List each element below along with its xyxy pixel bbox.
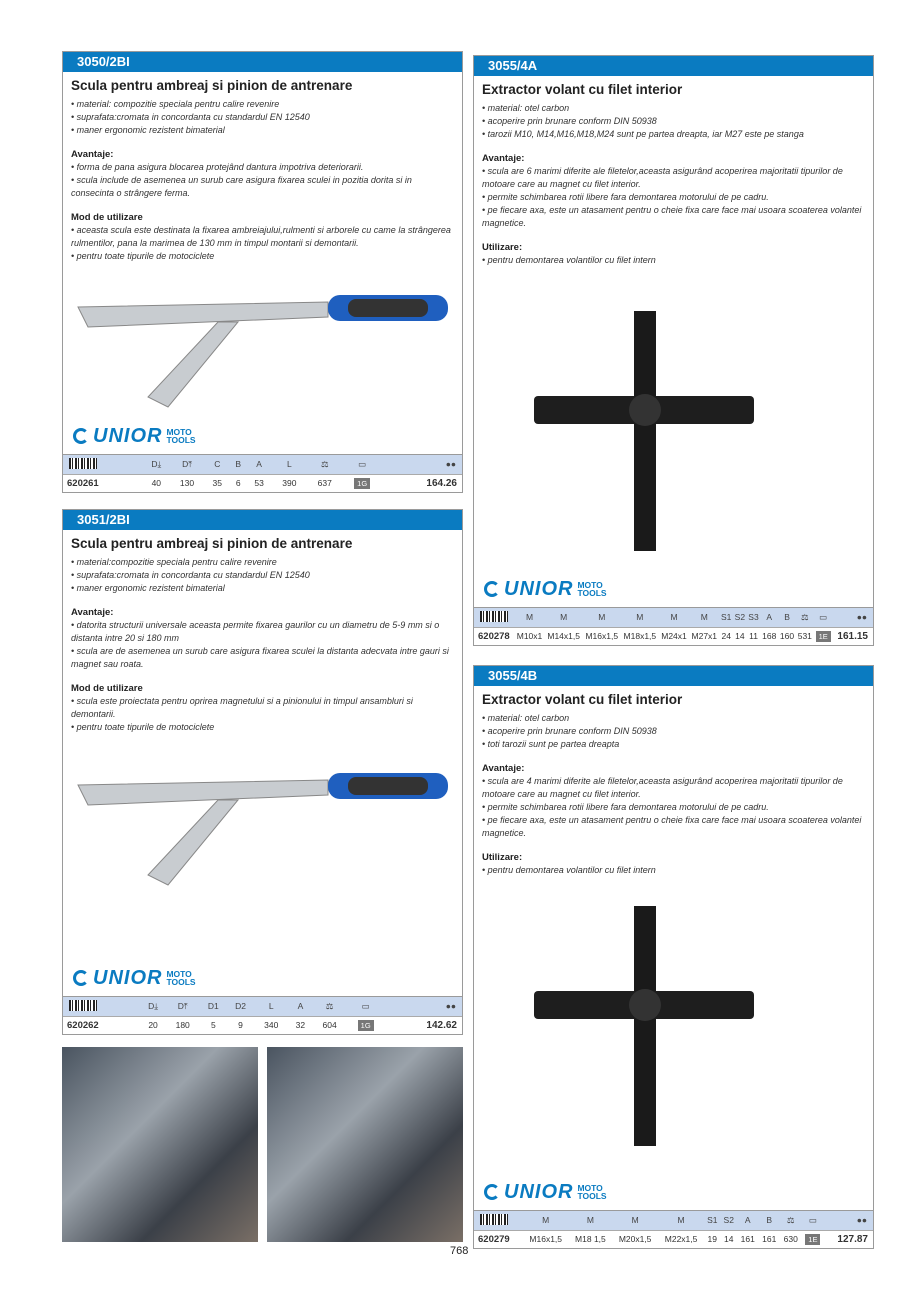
column-header: S1 (719, 607, 733, 627)
price: 142.62 (385, 1016, 462, 1034)
brand-subtitle (577, 581, 606, 597)
product-description (63, 530, 462, 996)
brand-name: UNIOR (93, 966, 163, 989)
barcode-icon (69, 1000, 97, 1011)
column-header: ▭ (342, 454, 381, 474)
unior-logo (73, 425, 196, 448)
product-code: 3055/4A (474, 56, 873, 76)
spec-value: 130 (169, 474, 204, 492)
feature-item: • maner ergonomic rezistent bimaterial (71, 125, 225, 135)
advantage-item: • scula include de asemenea un surub care asigura fixarea sculei in pozitia dorita si in consecinta o strângere ferma. (71, 175, 412, 198)
spec-value: 604 (313, 1016, 347, 1034)
unior-logo-icon (73, 970, 89, 986)
column-header: B (230, 454, 247, 474)
column-header: M (621, 607, 659, 627)
product-code: 3050/2BI (63, 52, 462, 72)
feature-item: • material: otel carbon (482, 713, 570, 723)
price: 164.26 (382, 474, 462, 492)
spec-value (342, 474, 381, 492)
table-row (63, 1016, 462, 1034)
product-panel (473, 55, 874, 646)
column-header: D⤓ (140, 996, 165, 1016)
spec-table (63, 454, 462, 493)
feature-item: • material: otel carbon (482, 103, 570, 113)
packaging-badge: 1G (354, 478, 370, 489)
spec-value (347, 1016, 385, 1034)
usage-item: • scula este proiectata pentru oprirea magnetului si a pinionului in timpul ansambluri si demontarii. (71, 696, 413, 719)
usage-item: • pentru demontarea volantilor cu filet intern (482, 865, 656, 875)
table-row (63, 474, 462, 492)
column-header: S2 (733, 607, 747, 627)
column-header (474, 607, 514, 627)
photo-tool-in-use-1 (62, 1047, 258, 1242)
advantages-heading: Avantaje: (482, 153, 525, 164)
product-image (68, 765, 453, 895)
column-header: ▭ (347, 996, 385, 1016)
product-panel (473, 665, 874, 1249)
advantage-item: • forma de pana asigura blocarea protejând dantura impotriva deteriorarii. (71, 162, 364, 172)
spec-header-row (63, 454, 462, 474)
spec-value: 340 (254, 1016, 288, 1034)
column-header: A (737, 1210, 759, 1230)
column-header: A (247, 454, 272, 474)
column-header: M (514, 607, 544, 627)
packaging-badge: 1E (816, 631, 831, 642)
product-code: 3055/4B (474, 666, 873, 686)
column-header: D⤒ (166, 996, 200, 1016)
brand-name: UNIOR (93, 424, 163, 447)
column-header: A (760, 607, 778, 627)
feature-item: • suprafata:cromata in concordanta cu standardul EN 12540 (71, 112, 310, 122)
feature-item: • toti tarozii sunt pe partea dreapta (482, 739, 620, 749)
brand-subtitle (166, 970, 195, 986)
spec-value: 14 (733, 627, 747, 645)
feature-item: • suprafata:cromata in concordanta cu standardul EN 12540 (71, 570, 310, 580)
spec-value: 35 (205, 474, 230, 492)
brand-sub2: TOOLS (577, 1191, 607, 1201)
unior-logo-icon (484, 1184, 500, 1200)
spec-value: 168 (760, 627, 778, 645)
spec-value: 630 (780, 1230, 802, 1248)
spec-value: M16x1,5 (523, 1230, 569, 1248)
product-image (68, 287, 453, 417)
advantage-item: • pe fiecare axa, este un atasament pentru o cheie fixa care face mai usoara scoaterea volantei magnetice. (482, 205, 862, 228)
photo-tool-in-use-2 (267, 1047, 463, 1242)
brand-subtitle (577, 1184, 606, 1200)
article-number: 620262 (63, 1016, 140, 1034)
column-header: A (288, 996, 312, 1016)
column-header: M (659, 607, 689, 627)
usage-heading: Mod de utilizare (71, 212, 143, 223)
column-header: S3 (747, 607, 761, 627)
advantages-heading: Avantaje: (482, 763, 525, 774)
usage-item: • pentru toate tipurile de motociclete (71, 251, 215, 261)
packaging-badge: 1G (358, 1020, 374, 1031)
spec-value: 160 (778, 627, 796, 645)
column-header: ⚖ (313, 996, 347, 1016)
product-panel (62, 509, 463, 1035)
spec-value: 40 (143, 474, 169, 492)
table-row (474, 627, 873, 645)
spec-value: 11 (747, 627, 761, 645)
price: 161.15 (833, 627, 873, 645)
spec-value: 161 (758, 1230, 780, 1248)
product-title: Scula pentru ambreaj si pinion de antrenare (71, 536, 353, 551)
spec-value: M16x1,5 (583, 627, 621, 645)
spec-header-row (474, 1210, 873, 1230)
product-title: Scula pentru ambreaj si pinion de antrenare (71, 78, 353, 93)
brand-sub1: MOTO (166, 427, 192, 437)
column-header (474, 1210, 523, 1230)
spec-value: M14x1,5 (545, 627, 583, 645)
tool-illustration (68, 765, 453, 895)
column-header: L (254, 996, 288, 1016)
brand-sub2: TOOLS (166, 435, 196, 445)
spec-value: 24 (719, 627, 733, 645)
product-image (524, 301, 754, 561)
spec-value: M10x1 (514, 627, 544, 645)
price-coins-icon: ●● (445, 1001, 456, 1011)
product-title: Extractor volant cu filet interior (482, 692, 683, 707)
page-number: 768 (450, 1245, 469, 1257)
brand-sub1: MOTO (577, 580, 603, 590)
unior-logo (484, 1181, 607, 1204)
product-description (63, 72, 462, 454)
price-coins-icon: ●● (856, 612, 867, 622)
column-header: D⤒ (169, 454, 204, 474)
spec-value: 5 (200, 1016, 227, 1034)
spec-value: 637 (307, 474, 342, 492)
spec-value: M24x1 (659, 627, 689, 645)
product-description (474, 76, 873, 607)
column-header: D2 (227, 996, 254, 1016)
unior-logo (484, 578, 607, 601)
feature-item: • material:compozitie speciala pentru calire revenire (71, 557, 277, 567)
column-header: ⚖ (796, 607, 814, 627)
article-number: 620279 (474, 1230, 523, 1248)
spec-value: 9 (227, 1016, 254, 1034)
brand-sub1: MOTO (166, 969, 192, 979)
brand-name: UNIOR (504, 577, 574, 600)
column-header: M (689, 607, 719, 627)
column-header (824, 1210, 873, 1230)
column-header: L (272, 454, 307, 474)
spec-value: M27x1 (689, 627, 719, 645)
spec-value: 6 (230, 474, 247, 492)
column-header: M (658, 1210, 704, 1230)
spec-value: M22x1,5 (658, 1230, 704, 1248)
column-header (382, 454, 462, 474)
spec-value (814, 627, 833, 645)
tool-illustration (524, 896, 754, 1156)
product-description (474, 686, 873, 1210)
brand-subtitle (166, 428, 195, 444)
unior-logo-icon (484, 581, 500, 597)
feature-item: • material: compozitie speciala pentru calire revenire (71, 99, 280, 109)
spec-value: M18x1,5 (621, 627, 659, 645)
column-header: M (569, 1210, 612, 1230)
product-image (524, 896, 754, 1156)
spec-value: 161 (737, 1230, 759, 1248)
spec-value: 20 (140, 1016, 165, 1034)
article-number: 620261 (63, 474, 143, 492)
usage-item: • aceasta scula este destinata la fixarea ambreiajului,rulmenti si arborele cu came la strângerea rulmentilor, pana la marimea de 130 mm in timpul montarii si demontarii. (71, 225, 451, 248)
column-header: ▭ (814, 607, 833, 627)
advantage-item: • permite schimbarea rotii libere fara demontarea motorului de pe cadru. (482, 192, 769, 202)
usage-item: • pentru demontarea volantilor cu filet intern (482, 255, 656, 265)
spec-table (474, 607, 873, 646)
column-header: S2 (721, 1210, 737, 1230)
column-header: M (523, 1210, 569, 1230)
product-panel (62, 51, 463, 493)
spec-value: 14 (721, 1230, 737, 1248)
spec-header-row (474, 607, 873, 627)
feature-item: • acoperire prin brunare conform DIN 50938 (482, 116, 657, 126)
price: 127.87 (824, 1230, 873, 1248)
column-header: B (778, 607, 796, 627)
column-header: D⤓ (143, 454, 169, 474)
brand-sub2: TOOLS (577, 588, 607, 598)
advantages-heading: Avantaje: (71, 607, 114, 618)
unior-logo (73, 967, 196, 990)
unior-logo-icon (73, 428, 89, 444)
spec-table (474, 1210, 873, 1249)
brand-name: UNIOR (504, 1180, 574, 1203)
brand-sub1: MOTO (577, 1183, 603, 1193)
column-header: B (758, 1210, 780, 1230)
column-header (833, 607, 873, 627)
spec-value: 53 (247, 474, 272, 492)
feature-item: • tarozii M10, M14,M16,M18,M24 sunt pe partea dreapta, iar M27 este pe stanga (482, 129, 804, 139)
feature-item: • acoperire prin brunare conform DIN 50938 (482, 726, 657, 736)
column-header (385, 996, 462, 1016)
barcode-icon (480, 1214, 508, 1225)
feature-item: • maner ergonomic rezistent bimaterial (71, 583, 225, 593)
spec-value: 32 (288, 1016, 312, 1034)
advantage-item: • scula are 4 marimi diferite ale filetelor,aceasta asigurând acoperirea majoritatii tipurilor de motoare care au magnet cu filet interior. (482, 776, 843, 799)
barcode-icon (480, 611, 508, 622)
spec-value: 19 (704, 1230, 720, 1248)
table-row (474, 1230, 873, 1248)
column-header: ⚖ (307, 454, 342, 474)
usage-heading: Utilizare: (482, 852, 523, 863)
usage-heading: Mod de utilizare (71, 683, 143, 694)
spec-header-row (63, 996, 462, 1016)
product-title: Extractor volant cu filet interior (482, 82, 683, 97)
spec-value: 180 (166, 1016, 200, 1034)
column-header: ▭ (801, 1210, 824, 1230)
column-header: D1 (200, 996, 227, 1016)
spec-value: 531 (796, 627, 814, 645)
spec-value: 390 (272, 474, 307, 492)
advantage-item: • pe fiecare axa, este un atasament pentru o cheie fixa care face mai usoara scoaterea volantei magnetice. (482, 815, 862, 838)
tool-illustration (524, 301, 754, 561)
spec-value: M20x1,5 (612, 1230, 658, 1248)
advantages-heading: Avantaje: (71, 149, 114, 160)
column-header: M (612, 1210, 658, 1230)
column-header: ⚖ (780, 1210, 802, 1230)
advantage-item: • scula are de asemenea un surub care asigura fixarea sculei la distanta adecvata intre gauri si magnet sau roata. (71, 646, 449, 669)
spec-table (63, 996, 462, 1035)
spec-value: M18 1,5 (569, 1230, 612, 1248)
article-number: 620278 (474, 627, 514, 645)
advantage-item: • permite schimbarea rotii libere fara demontarea motorului de pe cadru. (482, 802, 769, 812)
column-header: S1 (704, 1210, 720, 1230)
tool-illustration (68, 287, 453, 417)
column-header (63, 996, 140, 1016)
price-coins-icon: ●● (445, 459, 456, 469)
product-code: 3051/2BI (63, 510, 462, 530)
packaging-badge: 1E (805, 1234, 820, 1245)
advantage-item: • datorita structurii universale aceasta permite fixarea gaurilor cu un diametru de 5-9 mm si o distanta intre 20 si 180 mm (71, 620, 440, 643)
barcode-icon (69, 458, 97, 469)
advantage-item: • scula are 6 marimi diferite ale filetelor,aceasta asigurând acoperirea majoritatii tipurilor de motoare care au magnet cu filet interior. (482, 166, 843, 189)
column-header (63, 454, 143, 474)
column-header: C (205, 454, 230, 474)
usage-item: • pentru toate tipurile de motociclete (71, 722, 215, 732)
column-header: M (583, 607, 621, 627)
spec-value (801, 1230, 824, 1248)
usage-heading: Utilizare: (482, 242, 523, 253)
column-header: M (545, 607, 583, 627)
price-coins-icon: ●● (856, 1215, 867, 1225)
brand-sub2: TOOLS (166, 977, 196, 987)
